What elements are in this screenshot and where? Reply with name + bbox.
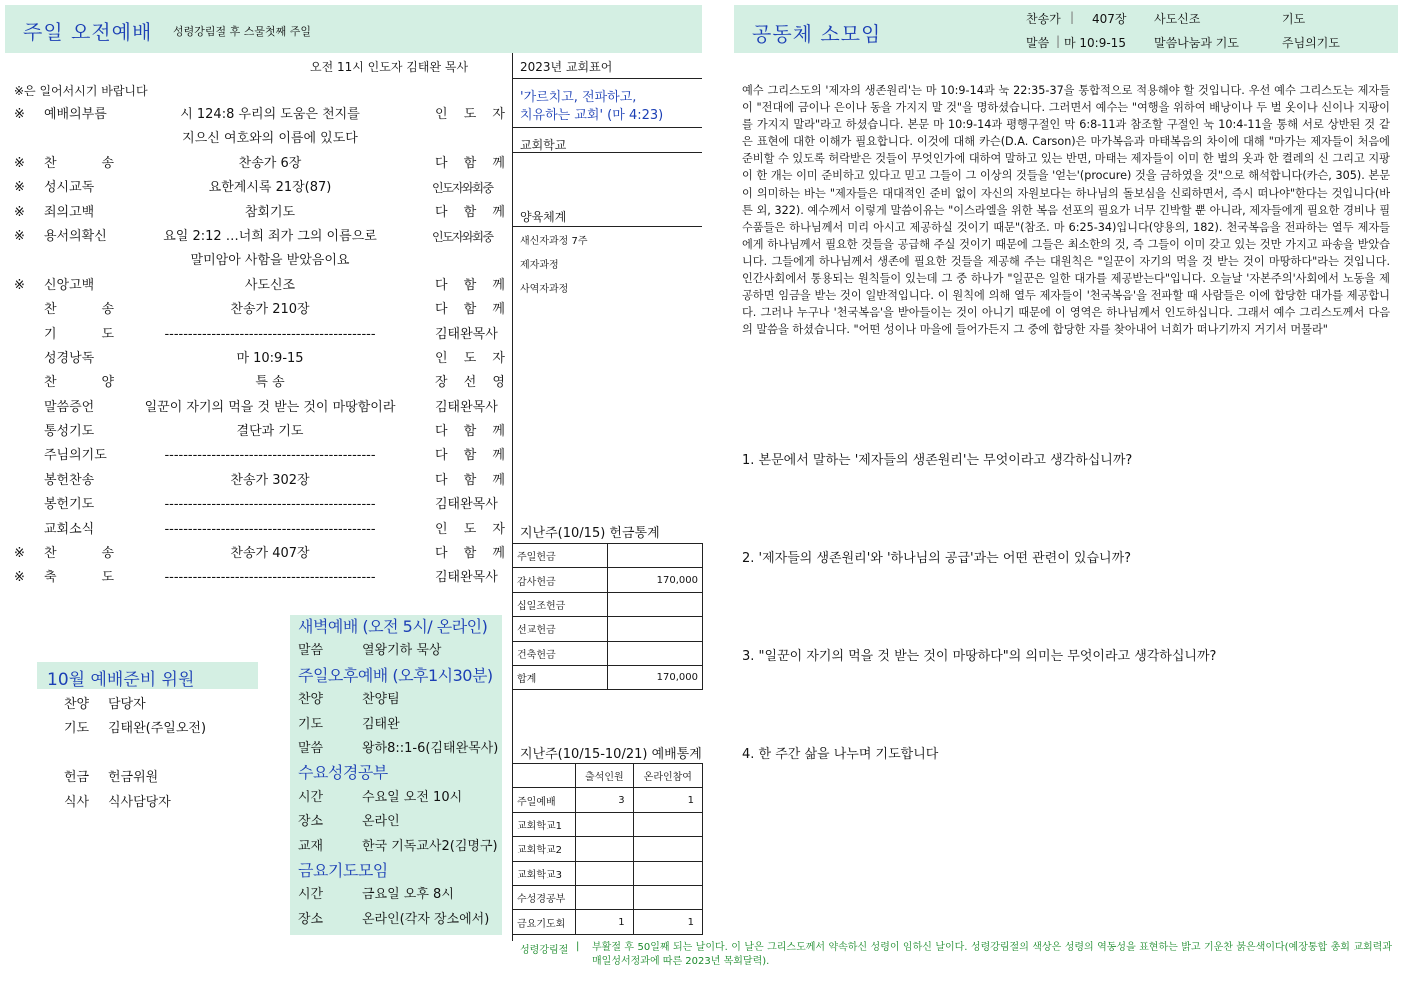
table-row: [513, 665, 703, 689]
order-leader: 다 함 께: [435, 302, 505, 318]
order-row: [10, 542, 510, 566]
stand-mark: ※: [14, 546, 25, 562]
table-row: [513, 910, 703, 934]
stand-mark: ※: [14, 228, 25, 244]
service-title: 수요성경공부: [298, 763, 388, 783]
service-key: 시간: [298, 789, 324, 805]
table-row: [513, 837, 703, 861]
order-content: 마 10:9-15: [236, 350, 304, 366]
offering-name: 합계: [513, 665, 608, 689]
sharing: 말씀나눔과 기도: [1154, 36, 1239, 50]
service-value: 금요일 오후 8시: [362, 887, 454, 903]
service-title: 금요기도모임: [298, 860, 388, 880]
table-row: [513, 568, 703, 592]
creed: 사도신조: [1154, 12, 1201, 26]
service-title: 새벽예배 (오전 5시/ 온라인): [298, 617, 488, 636]
divider: [512, 127, 702, 128]
prep-row: [64, 742, 264, 766]
service-key: 교재: [298, 838, 324, 854]
order-content: 요한계시록 21장(87): [208, 180, 332, 196]
motto-title: 2023년 교회표어: [520, 60, 613, 74]
service-value: 열왕기하 묵상: [362, 643, 442, 659]
order-row: [10, 347, 510, 371]
service-row: [290, 883, 502, 907]
stand-mark: ※: [14, 155, 25, 171]
order-item: 찬 송: [44, 155, 114, 171]
table-row: [513, 544, 703, 568]
service-row: [290, 737, 502, 761]
order-content: 결단과 기도: [236, 424, 304, 440]
service-row: [290, 908, 502, 932]
attendance-name: 교회학교3: [513, 861, 576, 885]
order-leader: 장 선 영: [435, 375, 505, 391]
order-content: 찬송가 6장: [238, 155, 302, 171]
hymn-number: 407장: [1092, 12, 1127, 26]
service-value: 한국 기독교사2(김명구): [362, 838, 498, 854]
order-row: [10, 176, 510, 200]
service-row: [290, 786, 502, 810]
stand-mark: ※: [14, 204, 25, 220]
divider: [512, 226, 702, 227]
prep-person: 김태완(주일오전): [108, 721, 207, 737]
question: 3. "일꾼이 자기의 먹을 것 받는 것이 마땅하다"의 의미는 무엇이라고 생각하십니까?: [742, 649, 1217, 664]
attendance-online: [633, 812, 702, 836]
school-label: 교회학교: [520, 138, 567, 152]
order-row: [10, 518, 510, 542]
service-key: 기도: [298, 716, 324, 732]
attendance-online: [633, 837, 702, 861]
table-row: [513, 592, 703, 616]
footer-text: 부활절 후 50일째 되는 날이다. 이 날은 그리스도께서 약속하신 성령이 임하신 날이다. 성령강림절의 색상은 성령의 역동성을 표현하는 밝고 기운찬 붉은색이다(예장통합 총회 교회력과 매일성서정과에 따른 2023년 목회달력).: [592, 942, 1392, 967]
offering-amount: [608, 617, 703, 641]
service-value: 온라인(각자 장소에서): [362, 911, 490, 927]
attendance-table: [512, 763, 703, 935]
prep-row: [64, 717, 264, 741]
attendance-present: [576, 885, 634, 909]
question: 1. 본문에서 말하는 '제자들의 생존원리'는 무엇이라고 생각하십니까?: [742, 453, 1133, 468]
separator: |: [1056, 34, 1061, 48]
column-header: 온라인참여: [633, 764, 702, 788]
service-title: 주일오후예배 (오후1시30분): [298, 665, 493, 685]
offering-amount: 170,000: [608, 568, 703, 592]
order-row: [10, 566, 510, 590]
prep-person: 헌금위원: [108, 770, 159, 786]
order-content: ---------------------------------------------: [164, 570, 376, 586]
order-item: 봉헌찬송: [44, 472, 95, 488]
order-leader: 인 도 자: [435, 350, 505, 366]
service-key: 장소: [298, 911, 324, 927]
order-item: 신앙고백: [44, 277, 95, 293]
prep-row: [64, 693, 264, 717]
offering-table: [512, 543, 703, 690]
order-leader: 인도자와회중: [432, 229, 493, 244]
nurture-item: 새신자과정 7주: [520, 236, 588, 247]
table-row: [513, 861, 703, 885]
order-item: 성시교독: [44, 180, 95, 196]
hymn-label: 찬송가: [1026, 12, 1061, 26]
attendance-name: 수성경공부: [513, 885, 576, 909]
attendance-present: [576, 812, 634, 836]
service-value: 찬양팀: [362, 692, 400, 708]
attendance-present: [576, 837, 634, 861]
offering-name: 주일헌금: [513, 544, 608, 568]
order-item: 말씀증언: [44, 399, 95, 415]
stand-note: ※은 일어서시기 바랍니다: [14, 84, 148, 98]
order-content: 찬송가 407장: [230, 546, 310, 562]
table-row: [513, 885, 703, 909]
offering-amount: [608, 592, 703, 616]
prep-list: [64, 693, 264, 815]
table-row: [513, 641, 703, 665]
order-row: [10, 274, 510, 298]
attendance-name: 주일예배: [513, 788, 576, 812]
body-text: 예수 그리스도의 '제자의 생존원리'는 마 10:9-14과 눅 22:35-37을 통합적으로 적용해야 할 것입니다. 우선 예수 그리스도는 제자들이 "전대에 금이나 은이나 동을 가지지 말 것"을 명하셨습니다. 그러면서 예수는 "여행을 위하여 배낭이나 두 벌 옷이나 신이나 지팡이를 가지지 말라"라고 하셨습니다. 본문 마 10:9-14과 평행구절인 막 6:8-11과 참조할 구절인 눅 10:4-11을 통해 서로 상반된 것 같은 표현에 대한 이해가 필요합니다. 이것에 대해 카슨(D.A. Carson)은 마가복음과 마태복음의 차이에 대해 "마가는 제자들이 처음에 준비할 수 있도록 허락받은 것들이 무엇인가에 대하여 말하고 있는 반면, 마태는 제자들이 이미 한 벌의 옷과 한 켤레의 신 그리고 지팡이 한 개는 이미 준비하고 있다고 믿고 그들이 그 이상의 것들을 '얻는'(procure) 것을 금하였을 것"으로 해석합니다(카슨, 305). 본문이 의미하는 바는 "제자들은 대대적인 준비 없이 자신의 자원보다는 하나님의 돌보심을 신뢰하면서, 즉시 떠나야"한다는 것입니다(바튼 외, 322). 예수께서 이렇게 말씀이유는 "이스라엘을 위한 복음 선포의 필요가 너무 긴박할 뿐 아니라, 제자들에게 필요한 경비나 필수품들은 하나님께서 미리 아시고 제공하실 것이기 때문"(참조. 마 6:25-34)입니다(양용의, 182). 천국복음을 전파하는 열두 제자들에게 하나님께서 필요한 것들을 공급해 주실 것이기 때문에 그들은 최소한의 것, 즉 그들이 이미 갖고 있는 것만 가지고 파송을 받았습니다. 그들에게 하나님께서 생존에 필요한 것들을 제공해 주는 대원칙은 "일꾼이 자기의 먹을 것 받는 것이 마땅하다"라는 것입니다. 인간사회에서 통용되는 원칙들이 있는데 그 중 하나가 "일꾼은 일한 대가를 제공받는다"입니다. 오늘날 '자본주의'사회에서 노동을 제공하면 임금을 받는 것이 일반적입니다. 이 원칙에 의해 열두 제자들이 '천국복음'을 전파할 때 사람들은 이에 합당한 대가를 제공합니다. 그러나 누구나 '천국복음'을 받아들이는 것이 아니기 때문에 이 영역은 하나님께서 인도하십니다. 그래서 예수 그리스도께서 다음의 말씀을 하셨습니다. "어떤 성이나 마을에 들어가든지 그 중에 합당한 자를 찾아내어 너희가 떠나기까지 거기서 머물라": [742, 84, 1390, 337]
order-content: 찬송가 302장: [230, 472, 310, 488]
order-row: [10, 152, 510, 176]
service-key: 찬양: [298, 692, 324, 708]
offering-title: 지난주(10/15) 헌금통계: [520, 526, 660, 541]
table-header-row: [513, 764, 703, 788]
service-key: 말씀: [298, 740, 324, 756]
separator: |: [1070, 10, 1075, 24]
service-row: [290, 835, 502, 859]
attendance-title: 지난주(10/15-10/21) 예배통계: [520, 747, 702, 762]
offering-name: 선교헌금: [513, 617, 608, 641]
prayer: 기도: [1282, 12, 1306, 26]
stand-mark: ※: [14, 107, 25, 122]
service-value: 왕하8::1-6(김태완목사): [362, 740, 499, 756]
footer-label: 성령강림절: [520, 945, 569, 956]
word-label: 말씀: [1026, 36, 1050, 50]
order-leader: 인 도 자: [435, 521, 505, 537]
order-leader: 인도자와회중: [432, 181, 493, 196]
offering-amount: 170,000: [608, 665, 703, 689]
order-item: 예배의부름: [44, 107, 107, 122]
order-row: [10, 444, 510, 468]
order-leader: 인 도 자: [435, 107, 505, 122]
nurture-label: 양육체계: [520, 210, 567, 224]
prep-row: [64, 791, 264, 815]
order-content: 일꾼이 자기의 먹을 것 받는 것이 마땅함이라: [144, 399, 396, 415]
order-item: 기 도: [44, 326, 114, 342]
attendance-present: 3: [576, 788, 634, 812]
separator: |: [576, 941, 580, 952]
service-info: 오전 11시 인도자 김태완 목사: [310, 60, 469, 74]
question: 2. '제자들의 생존원리'와 '하나님의 공급'과는 어떤 관련이 있습니까?: [742, 551, 1132, 566]
stand-mark: ※: [14, 570, 25, 586]
order-item: 죄의고백: [44, 204, 95, 220]
divider: [512, 152, 702, 153]
attendance-present: 1: [576, 910, 634, 934]
order-item: 통성기도: [44, 424, 95, 440]
order-row: [10, 298, 510, 322]
order-leader: 다 함 께: [435, 277, 505, 293]
order-row: [10, 396, 510, 420]
order-content: 지으신 여호와의 이름에 있도다: [182, 131, 358, 147]
page-title: 주일 오전예배: [23, 20, 153, 44]
attendance-name: 교회학교1: [513, 812, 576, 836]
prep-person: 식사담당자: [108, 794, 171, 810]
offering-name: 감사헌금: [513, 568, 608, 592]
prep-role: 헌금: [64, 770, 90, 786]
order-leader: 다 함 께: [435, 472, 505, 488]
motto-line1: '가르치고, 전파하고,: [520, 90, 637, 105]
order-item: 봉헌기도: [44, 497, 95, 513]
service-row: [290, 688, 502, 712]
service-row: [290, 810, 502, 834]
order-row: [10, 371, 510, 395]
order-content: 특 송: [255, 375, 285, 391]
prep-header: [37, 662, 258, 689]
offering-name: 건축헌금: [513, 641, 608, 665]
service-key: 시간: [298, 887, 324, 903]
services-panel: [290, 615, 502, 935]
service-key: 장소: [298, 814, 324, 830]
prep-role: 기도: [64, 721, 90, 737]
attendance-name: 교회학교2: [513, 837, 576, 861]
order-item: 축 도: [44, 570, 114, 586]
order-item: 찬 양: [44, 375, 114, 391]
prep-person: 담당자: [108, 697, 146, 712]
column-header: 출석인원: [576, 764, 634, 788]
order-content: 시 124:8 우리의 도움은 천지를: [180, 107, 360, 122]
order-content: ---------------------------------------------: [164, 326, 376, 342]
order-content: ---------------------------------------------: [164, 521, 376, 537]
service-value: 수요일 오전 10시: [362, 789, 463, 805]
order-row: [10, 103, 510, 127]
table-row: [513, 812, 703, 836]
nurture-item: 사역자과정: [520, 284, 569, 295]
order-content: 참회기도: [244, 204, 296, 220]
order-row: [10, 469, 510, 493]
motto-line2: 치유하는 교회' (마 4:23): [520, 108, 664, 123]
question: 4. 한 주간 삶을 나누며 기도합니다: [742, 747, 939, 762]
nurture-item: 제자과정: [520, 260, 559, 271]
attendance-online: [633, 861, 702, 885]
order-content: 사도신조: [244, 277, 296, 293]
order-leader: 다 함 께: [435, 546, 505, 562]
prep-role: 식사: [64, 794, 90, 810]
table-row: [513, 788, 703, 812]
order-leader: 다 함 께: [435, 204, 505, 220]
prep-role: 찬양: [64, 697, 90, 712]
service-value: 김태완: [362, 716, 400, 732]
prep-title: 10월 예배준비 위원: [47, 670, 195, 690]
order-row: [10, 225, 510, 249]
order-item: 교회소식: [44, 521, 95, 537]
attendance-online: 1: [633, 910, 702, 934]
order-row: [10, 420, 510, 444]
offering-amount: [608, 641, 703, 665]
order-item: 성경낭독: [44, 350, 95, 366]
stand-mark: ※: [14, 277, 25, 293]
order-item: 찬 송: [44, 546, 114, 562]
attendance-name: 금요기도회: [513, 910, 576, 934]
order-content: 찬송가 210장: [230, 302, 310, 318]
order-content: ---------------------------------------------: [164, 448, 376, 464]
order-leader: 다 함 께: [435, 424, 505, 440]
service-row: [290, 639, 502, 663]
prep-row: [64, 766, 264, 790]
order-item: 찬 송: [44, 302, 114, 318]
page-subtitle: 성령강림절 후 스물첫째 주일: [173, 25, 312, 38]
order-row: [10, 323, 510, 347]
offering-name: 십일조헌금: [513, 592, 608, 616]
attendance-online: [633, 885, 702, 909]
order-leader: 다 함 께: [435, 448, 505, 464]
table-row: [513, 617, 703, 641]
order-item: 용서의확신: [44, 228, 107, 244]
order-row: [10, 201, 510, 225]
order-row: [10, 127, 510, 151]
order-row: [10, 493, 510, 517]
order-content: ---------------------------------------------: [164, 497, 376, 513]
order-content: 요일 2:12 …너희 죄가 그의 이름으로: [163, 228, 377, 244]
service-row: [290, 713, 502, 737]
attendance-online: 1: [633, 788, 702, 812]
order-item: 주님의기도: [44, 448, 107, 464]
right-title: 공동체 소모임: [752, 22, 882, 46]
service-key: 말씀: [298, 643, 324, 659]
order-of-worship: [10, 103, 510, 591]
attendance-present: [576, 861, 634, 885]
order-leader: 김태완목사: [435, 570, 498, 586]
order-leader: 김태완목사: [435, 497, 498, 513]
column-header: [513, 764, 576, 788]
word-ref: 마 10:9-15: [1064, 36, 1126, 50]
lords-prayer: 주님의기도: [1282, 36, 1340, 50]
order-leader: 김태완목사: [435, 399, 498, 415]
service-value: 온라인: [362, 814, 400, 830]
divider: [512, 78, 702, 79]
stand-mark: ※: [14, 180, 25, 196]
order-leader: 다 함 께: [435, 155, 505, 171]
offering-amount: [608, 544, 703, 568]
left-header: [5, 5, 702, 53]
order-content: 말미암아 사함을 받았음이요: [190, 253, 350, 269]
order-row: [10, 249, 510, 273]
right-header: [734, 5, 1398, 53]
order-leader: 김태완목사: [435, 326, 498, 342]
